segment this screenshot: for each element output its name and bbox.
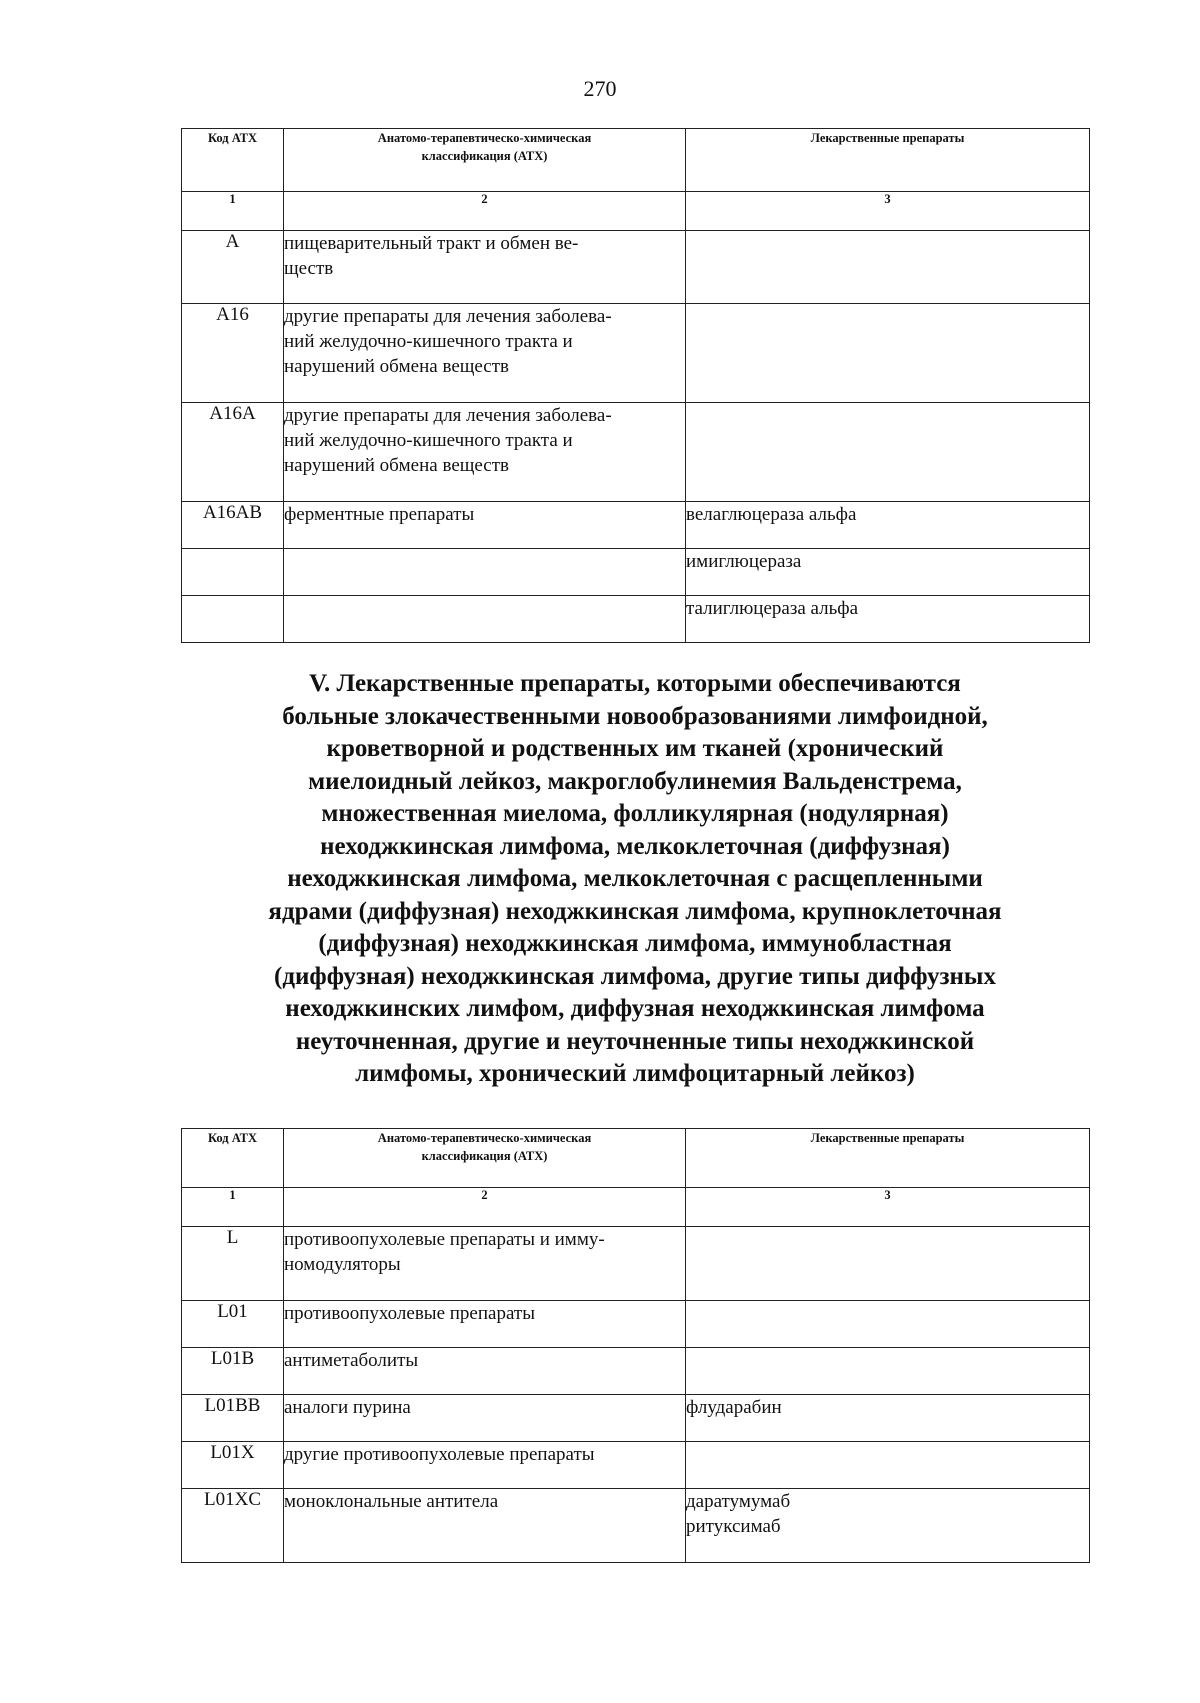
- atc-code: A16: [182, 304, 284, 403]
- heading-line: лимфомы, хронический лимфоцитарный лейкоз): [355, 1060, 915, 1087]
- atc-code: A16A: [182, 403, 284, 502]
- drug-list: [686, 1442, 1090, 1489]
- drug-list: [686, 596, 1090, 643]
- atc-classification: [284, 231, 686, 304]
- drug-list: [686, 1489, 1090, 1563]
- atc-classification: [284, 304, 686, 403]
- heading-line: множественная миелома, фолликулярная (нодулярная): [321, 800, 949, 827]
- atc-classification: [284, 1227, 686, 1301]
- table-row: [182, 1348, 1090, 1395]
- classification-line: другие препараты для лечения заболева-: [284, 306, 612, 327]
- section-heading: [181, 668, 1089, 1091]
- table-row: [182, 1395, 1090, 1442]
- table-row: [182, 502, 1090, 549]
- classification-line: пищеварительный тракт и обмен ве-: [284, 233, 579, 254]
- atc-code: [182, 549, 284, 596]
- table-row: [182, 596, 1090, 643]
- heading-line: неуточненная, другие и неуточненные типы неходжкинской: [295, 1027, 975, 1055]
- table-row: [182, 403, 1090, 502]
- heading-line: ядрами (диффузная) неходжкинская лимфома, крупноклеточная: [268, 897, 1002, 925]
- atc-classification: [284, 1489, 686, 1563]
- classification-line: аналоги пурина: [284, 1397, 411, 1418]
- atc-classification: [284, 1395, 686, 1442]
- heading-line: (диффузная) неходжкинская лимфома, другие типы диффузных: [274, 962, 996, 990]
- classification-line: ний желудочно-кишечного тракта и: [284, 430, 573, 451]
- drug-name: велаглюцераза альфа: [686, 504, 857, 525]
- classification-line: ферментные препараты: [284, 504, 475, 525]
- classification-line: нарушений обмена веществ: [284, 455, 509, 476]
- heading-line: больные злокачественными новообразованиями лимфоидной,: [282, 702, 988, 730]
- table-header-row: [182, 129, 1090, 192]
- table-row: [182, 304, 1090, 403]
- column-number: 1: [182, 1188, 284, 1227]
- classification-line: ний желудочно-кишечного тракта и: [284, 331, 573, 352]
- classification-line: антиметаболиты: [284, 1350, 419, 1371]
- atc-classification: [284, 1301, 686, 1348]
- atc-code: L01XC: [182, 1489, 284, 1563]
- classification-line: противоопухолевые препараты и имму-: [284, 1229, 605, 1250]
- classification-line: ществ: [284, 258, 334, 279]
- header-classification: [284, 129, 686, 192]
- drug-list: [686, 1301, 1090, 1348]
- drug-list: [686, 231, 1090, 304]
- header-classification-line: классификация (АТХ): [421, 149, 548, 163]
- classification-line: номодуляторы: [284, 1254, 401, 1275]
- header-drugs: Лекарственные препараты: [686, 1129, 1090, 1188]
- heading-line: V. Лекарственные препараты, которыми обеспечиваются: [309, 670, 961, 697]
- drug-list: [686, 304, 1090, 403]
- table-row: [182, 1227, 1090, 1301]
- drug-name: талиглюцераза альфа: [686, 598, 859, 619]
- classification-line: моноклональные антитела: [284, 1491, 499, 1512]
- table-column-numbers: [182, 1188, 1090, 1227]
- atc-code: L01BB: [182, 1395, 284, 1442]
- atc-table-antineoplastic: [181, 1128, 1090, 1563]
- header-classification-line: классификация (АТХ): [421, 1149, 548, 1163]
- table-row: [182, 231, 1090, 304]
- heading-line: (диффузная) неходжкинская лимфома, иммунобластная: [318, 930, 952, 957]
- drug-list: [686, 1348, 1090, 1395]
- atc-classification: [284, 1348, 686, 1395]
- heading-line: миелоидный лейкоз, макроглобулинемия Вальденстрема,: [308, 767, 962, 795]
- column-number: 3: [686, 192, 1090, 231]
- heading-line: неходжкинских лимфом, диффузная неходжкинская лимфома: [285, 995, 985, 1022]
- table-row: [182, 549, 1090, 596]
- atc-table-digestive: [181, 128, 1090, 643]
- table-row: [182, 1301, 1090, 1348]
- drug-name: имиглюцераза: [686, 551, 802, 572]
- column-number: 1: [182, 192, 284, 231]
- classification-line: другие препараты для лечения заболева-: [284, 405, 612, 426]
- atc-classification: [284, 1442, 686, 1489]
- drug-list: [686, 1395, 1090, 1442]
- column-number: 3: [686, 1188, 1090, 1227]
- classification-line: другие противоопухолевые препараты: [284, 1444, 595, 1465]
- header-code: Код АТХ: [182, 129, 284, 192]
- classification-line: нарушений обмена веществ: [284, 356, 509, 377]
- drug-name: даратумумаб: [686, 1491, 791, 1512]
- atc-classification: [284, 502, 686, 549]
- page-number: 270: [583, 76, 617, 101]
- atc-classification: [284, 549, 686, 596]
- header-code: Код АТХ: [182, 1129, 284, 1188]
- drug-name: ритуксимаб: [686, 1516, 781, 1537]
- drug-name: флударабин: [686, 1397, 782, 1418]
- table-header-row: [182, 1129, 1090, 1188]
- table-row: [182, 1442, 1090, 1489]
- header-classification-line: Анатомо-терапевтическо-химическая: [377, 1131, 592, 1145]
- atc-code: L01X: [182, 1442, 284, 1489]
- atc-code: A: [182, 231, 284, 304]
- header-classification: [284, 1129, 686, 1188]
- drug-list: [686, 403, 1090, 502]
- drug-list: [686, 1227, 1090, 1301]
- drug-list: [686, 549, 1090, 596]
- heading-line: кроветворной и родственных им тканей (хронический: [326, 735, 944, 762]
- header-drugs: Лекарственные препараты: [686, 129, 1090, 192]
- atc-classification: [284, 596, 686, 643]
- table-row: [182, 1489, 1090, 1563]
- atc-code: A16AB: [182, 502, 284, 549]
- atc-code: [182, 596, 284, 643]
- drug-list: [686, 502, 1090, 549]
- atc-classification: [284, 403, 686, 502]
- atc-code: L01B: [182, 1348, 284, 1395]
- heading-line: неходжкинская лимфома, мелкоклеточная (диффузная): [320, 832, 950, 860]
- heading-line: неходжкинская лимфома, мелкоклеточная с расщепленными: [287, 865, 983, 892]
- header-classification-line: Анатомо-терапевтическо-химическая: [377, 131, 592, 145]
- atc-code: L01: [182, 1301, 284, 1348]
- atc-code: L: [182, 1227, 284, 1301]
- classification-line: противоопухолевые препараты: [284, 1303, 535, 1324]
- table-column-numbers: [182, 192, 1090, 231]
- column-number: 2: [284, 1188, 686, 1227]
- column-number: 2: [284, 192, 686, 231]
